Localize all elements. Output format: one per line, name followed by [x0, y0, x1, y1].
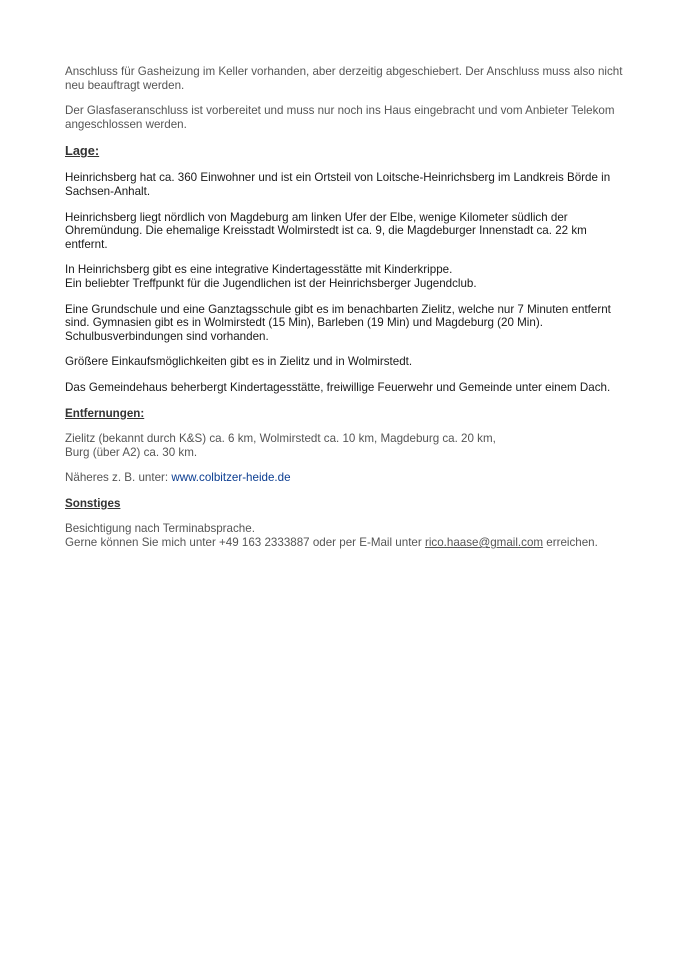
lage-heading: Lage: [65, 143, 100, 159]
text-line: Burg (über A2) ca. 30 km. [65, 445, 198, 459]
lage-paragraph-3 [65, 263, 625, 290]
colbitzer-heide-link[interactable]: www.colbitzer-heide.de [171, 471, 291, 485]
document-page [65, 65, 625, 562]
text-line: Heinrichsberg liegt nördlich von Magdeburg am linken Ufer der Elbe, wenige Kilometer südlich der [65, 210, 568, 224]
text-line: In Heinrichsberg gibt es eine integrative Kindertagesstätte mit Kinderkrippe. [65, 263, 453, 277]
text-line: Zielitz (bekannt durch K&S) ca. 6 km, Wolmirstedt ca. 10 km, Magdeburg ca. 20 km, [65, 432, 496, 446]
text-line: Anschluss für Gasheizung im Keller vorhanden, aber derzeitig abgeschiebert. Der Anschluss muss also nicht [65, 65, 623, 78]
text-line: Schulbusverbindungen sind vorhanden. [65, 329, 269, 343]
lage-paragraph-1 [65, 171, 625, 198]
text-line: sind. Gymnasien gibt es in Wolmirstedt (15 Min), Barleben (19 Min) und Magdeburg (20 Min). [65, 316, 543, 330]
contact-paragraph [65, 522, 625, 549]
lage-paragraph-6 [65, 381, 625, 395]
text-line: Ohremündung. Die ehemalige Kreisstadt Wolmirstedt ist ca. 9, die Magdeburger Innenstadt ca. 22 km [65, 224, 587, 238]
email-link[interactable]: rico.haase@gmail.com [424, 536, 544, 550]
distances-paragraph [65, 432, 625, 459]
fiber-paragraph [65, 104, 625, 131]
text-line: neu beauftragt werden. [65, 78, 185, 92]
text-line: Besichtigung nach Terminabsprache. [65, 522, 255, 536]
gas-paragraph [65, 65, 625, 92]
text-line: angeschlossen werden. [65, 117, 187, 131]
text-line: Heinrichsberg hat ca. 360 Einwohner und ist ein Ortsteil von Loitsche-Heinrichsberg im Landkreis Börde in [65, 171, 611, 185]
text-line: entfernt. [65, 237, 108, 251]
more-info-label: Näheres z. B. unter: [65, 471, 172, 485]
contact-line [65, 536, 625, 550]
text-line: Größere Einkaufsmöglichkeiten gibt es in Zielitz und in Wolmirstedt. [65, 355, 413, 369]
lage-paragraph-5 [65, 355, 625, 369]
lage-paragraph-4 [65, 303, 625, 344]
text-line: Das Gemeindehaus beherbergt Kindertagesstätte, freiwillige Feuerwehr und Gemeinde unter einem Dach. [65, 380, 611, 394]
entfernungen-heading: Entfernungen: [65, 406, 145, 420]
contact-suffix: erreichen. [543, 536, 598, 550]
text-line: Ein beliebter Treffpunkt für die Jugendlichen ist der Heinrichsberger Jugendclub. [65, 276, 477, 290]
text-line: Sachsen-Anhalt. [65, 184, 151, 198]
lage-paragraph-2 [65, 211, 625, 252]
text-line: Eine Grundschule und eine Ganztagsschule gibt es im benachbarten Zielitz, welche nur 7 Minuten entfernt [65, 302, 611, 316]
text-line: Der Glasfaseranschluss ist vorbereitet und muss nur noch ins Haus eingebracht und vom Anbieter Telekom [65, 104, 615, 118]
contact-prefix: Gerne können Sie mich unter +49 163 2333887 oder per E-Mail unter [65, 536, 425, 550]
sonstiges-heading: Sonstiges [65, 496, 121, 510]
more-info-paragraph [65, 471, 625, 485]
